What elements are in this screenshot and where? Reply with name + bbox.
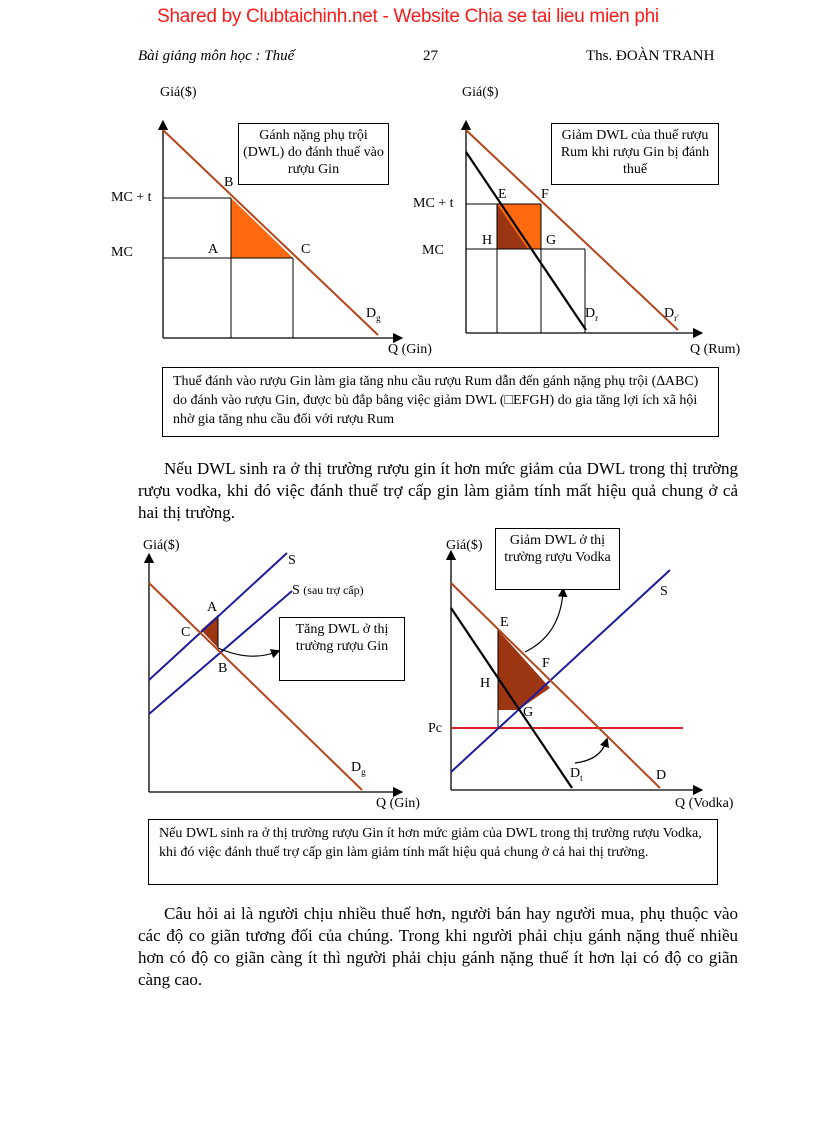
fig1r-callout: Giảm DWL của thuế rượu Rum khi rượu Gin bị đánh thuế bbox=[551, 123, 719, 185]
fig1r-point-h: H bbox=[482, 233, 493, 248]
fig2l-point-a: A bbox=[207, 600, 218, 615]
fig2r-point-h: H bbox=[480, 676, 491, 691]
course-title: Bài giảng môn học : Thuế bbox=[138, 48, 295, 64]
fig1r-point-g: G bbox=[546, 233, 557, 248]
fig2l-supply-new-label: S (sau trợ cấp) bbox=[292, 583, 364, 598]
fig1r-price-mc: MC bbox=[422, 243, 444, 258]
fig1l-y-label: Giá($) bbox=[160, 85, 197, 100]
fig2r-point-e: E bbox=[500, 615, 509, 630]
fig2l-point-b: B bbox=[218, 661, 228, 676]
fig1l-point-c: C bbox=[301, 242, 311, 257]
fig1l-price-mct: MC + t bbox=[111, 190, 152, 205]
fig2l-x-label: Q (Gin) bbox=[376, 796, 420, 811]
fig1r-x-label: Q (Rum) bbox=[690, 342, 741, 357]
paragraph-1: Nếu DWL sinh ra ở thị trường rượu gin ít hơn mức giảm của DWL trong thị trường rượu vodka, khi đó việc đánh thuế trợ cấp gin làm giảm tính mất hiệu quả chung ở cả hai thị trường. bbox=[138, 459, 738, 522]
fig2r-pc-label: Pc bbox=[428, 721, 442, 736]
fig2r-supply bbox=[451, 570, 670, 772]
fig2r-y-label: Giá($) bbox=[446, 538, 483, 553]
fig1l-demand-label: $D_g$ bbox=[366, 306, 381, 323]
fig2l-arrow bbox=[218, 648, 276, 656]
fig1l-price-mc: MC bbox=[111, 245, 133, 260]
fig2r-supply-label: S bbox=[660, 584, 668, 599]
fig2r-demand-label: D bbox=[656, 768, 667, 783]
fig1l-point-a: A bbox=[208, 242, 219, 257]
fig1-caption: Thuế đánh vào rượu Gin làm gia tăng nhu cầu rượu Rum dẫn đến gánh nặng phụ trội (∆ABC) do đánh vào rượu Gin, được bù đắp bằng việc giảm DWL (□EFGH) do gia tăng lợi ích xã hội nhờ gia tăng nhu cầu đối với rượu Rum bbox=[162, 367, 719, 437]
fig2r-point-g: G bbox=[523, 705, 534, 720]
fig2r-point-f: F bbox=[542, 656, 550, 671]
fig2r-x-label: Q (Vodka) bbox=[675, 796, 734, 811]
fig2l-demand-label: $D_g$ bbox=[351, 760, 366, 777]
fig1r-demand-old-label: $D_r$ bbox=[585, 306, 599, 323]
page-number: 27 bbox=[423, 48, 438, 64]
watermark-banner[interactable]: Shared by Clubtaichinh.net - Website Chia se tai lieu mien phi bbox=[157, 6, 659, 27]
fig1l-callout: Gánh nặng phụ trội (DWL) do đánh thuế vào rượu Gin bbox=[238, 123, 389, 185]
fig1l-x-label: Q (Gin) bbox=[388, 342, 432, 357]
fig2r-demand-new-label: $D_t$ bbox=[570, 766, 583, 783]
fig2r-arrow-up bbox=[525, 592, 563, 652]
fig2-caption: Nếu DWL sinh ra ở thị trường rượu Gin ít hơn mức giảm của DWL trong thị trường rượu Vodka, khi đó việc đánh thuế trợ cấp gin làm giảm tính mất hiệu quả chung ở cả hai thị trường. bbox=[148, 819, 718, 885]
fig1l-dwl-triangle bbox=[231, 198, 293, 258]
author-name: Ths. ĐOÀN TRANH bbox=[586, 48, 715, 64]
fig2l-y-label: Giá($) bbox=[143, 538, 180, 553]
fig2r-demand-new bbox=[451, 608, 572, 788]
fig1l-point-b: B bbox=[224, 175, 234, 190]
fig1r-point-e: E bbox=[498, 187, 507, 202]
fig1r-demand-new-label: $D_{r'}$ bbox=[664, 306, 679, 323]
fig2r-arrow-shift bbox=[575, 742, 606, 763]
paragraph-2: Câu hỏi ai là người chịu nhiều thuế hơn, người bán hay người mua, phụ thuộc vào các độ co giãn tương đối của chúng. Trong khi người phải chịu gánh nặng thuế nhiều hơn có độ co giãn càng ít thì người phải chịu gánh nặng thuế ít hơn lại có độ co giãn càng cao. bbox=[138, 904, 738, 989]
fig2r-callout: Giảm DWL ở thị trường rượu Vodka bbox=[495, 528, 620, 590]
fig1r-price-mct: MC + t bbox=[413, 196, 454, 211]
fig2l-point-c: C bbox=[181, 625, 191, 640]
fig1r-y-label: Giá($) bbox=[462, 85, 499, 100]
fig2l-supply-label: S bbox=[288, 553, 296, 568]
fig2l-callout: Tăng DWL ở thị trường rượu Gin bbox=[279, 617, 405, 681]
fig1r-point-f: F bbox=[541, 187, 549, 202]
